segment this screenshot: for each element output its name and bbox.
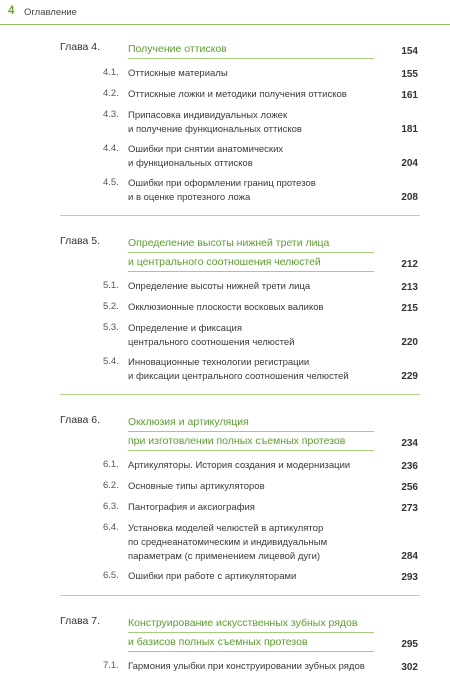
chapter-title[interactable]	[128, 40, 418, 59]
toc-chapter	[0, 413, 450, 596]
toc-entry[interactable]	[0, 356, 450, 384]
chapter-entries	[0, 67, 450, 205]
entry-page-number: 273	[401, 503, 418, 514]
chapter-heading	[0, 614, 450, 652]
entry-title-line: Гармония улыбки при конструировании зубных рядов	[128, 661, 365, 672]
entry-title-line: Установка моделей челюстей в артикулятор	[128, 523, 324, 534]
entry-number: 5.3.	[103, 322, 119, 333]
toc-entry[interactable]	[0, 660, 450, 675]
chapter-page-number: 212	[401, 259, 418, 270]
chapter-title-line: Конструирование искусственных зубных рядов	[128, 614, 374, 633]
entry-title	[128, 322, 374, 350]
entry-title-line: Ошибки при снятии анатомических	[128, 144, 284, 155]
entry-page-number: 155	[401, 69, 418, 80]
toc-entry[interactable]	[0, 301, 450, 316]
entry-number: 5.4.	[103, 356, 119, 367]
entry-page-number: 293	[401, 572, 418, 583]
entry-title	[128, 143, 374, 171]
chapter-title-line: при изготовлении полных съемных протезов	[128, 432, 374, 451]
toc-chapter	[0, 614, 450, 675]
entry-title	[128, 501, 374, 515]
entry-number: 4.1.	[103, 67, 119, 78]
chapter-title-line: Окклюзия и артикуляция	[128, 413, 374, 432]
chapter-label: Глава 4.	[60, 41, 101, 53]
chapter-page-number: 295	[401, 639, 418, 650]
toc-entry[interactable]	[0, 67, 450, 82]
entry-page-number: 208	[401, 192, 418, 203]
entry-title	[128, 301, 374, 315]
chapter-entries	[0, 660, 450, 675]
entry-number: 4.4.	[103, 143, 119, 154]
toc-entry[interactable]	[0, 480, 450, 495]
toc-entry[interactable]	[0, 459, 450, 474]
entry-number: 6.2.	[103, 480, 119, 491]
toc-entry[interactable]	[0, 109, 450, 137]
toc-entry[interactable]	[0, 522, 450, 564]
entry-title-line: Оттискные материалы	[128, 68, 228, 79]
entry-page-number: 161	[401, 90, 418, 101]
entry-title	[128, 177, 374, 205]
entry-title	[128, 280, 374, 294]
toc-entry[interactable]	[0, 280, 450, 295]
entry-page-number: 181	[401, 124, 418, 135]
entry-title	[128, 570, 374, 584]
chapter-title[interactable]	[128, 614, 418, 652]
entry-page-number: 204	[401, 158, 418, 169]
entry-title	[128, 109, 374, 137]
page-header	[0, 0, 450, 24]
toc-chapter	[0, 40, 450, 216]
entry-title-line: Ошибки при работе с артикуляторами	[128, 571, 297, 582]
entry-title-line: Пантография и аксиография	[128, 502, 255, 513]
toc-entry[interactable]	[0, 322, 450, 350]
chapter-divider	[60, 394, 420, 395]
chapter-title[interactable]	[128, 413, 418, 451]
chapter-title-line: Определение высоты нижней трети лица	[128, 234, 374, 253]
toc-entry[interactable]	[0, 501, 450, 516]
entry-number: 7.1.	[103, 660, 119, 671]
entry-page-number: 215	[401, 303, 418, 314]
toc-entry[interactable]	[0, 177, 450, 205]
chapter-title-line: и центрального соотношения челюстей	[128, 253, 374, 272]
entry-page-number: 284	[401, 551, 418, 562]
entry-number: 6.1.	[103, 459, 119, 470]
header-rule	[0, 24, 450, 25]
chapter-entries	[0, 280, 450, 384]
toc-chapter	[0, 234, 450, 395]
entry-title	[128, 459, 374, 473]
entry-title-line: Определение и фиксация	[128, 323, 242, 334]
entry-title-line: Припасовка индивидуальных ложек	[128, 110, 288, 121]
entry-number: 6.3.	[103, 501, 119, 512]
chapter-heading	[0, 40, 450, 59]
toc-entry[interactable]	[0, 570, 450, 585]
entry-number: 4.5.	[103, 177, 119, 188]
chapter-entries	[0, 459, 450, 585]
toc-entry[interactable]	[0, 88, 450, 103]
chapter-label: Глава 7.	[60, 615, 101, 627]
entry-title-line: Инновационные технологии регистрации	[128, 357, 310, 368]
entry-title	[128, 67, 374, 81]
chapter-title-line: Получение оттисков	[128, 40, 374, 59]
entry-title-line: параметрам (с применением лицевой дуги)	[128, 551, 321, 562]
entry-title	[128, 522, 374, 564]
running-title: Оглавление	[24, 7, 77, 18]
chapter-label: Глава 5.	[60, 235, 101, 247]
entry-number: 6.5.	[103, 570, 119, 581]
chapter-heading	[0, 234, 450, 272]
entry-title-line: центрального соотношения челюстей	[128, 337, 295, 348]
chapter-label: Глава 6.	[60, 414, 101, 426]
entry-page-number: 236	[401, 461, 418, 472]
entry-title-line: Оттискные ложки и методики получения оттисков	[128, 89, 347, 100]
entry-number: 6.4.	[103, 522, 119, 533]
entry-page-number: 302	[401, 662, 418, 673]
chapter-title-line: и базисов полных съемных протезов	[128, 633, 374, 652]
entry-title	[128, 356, 374, 384]
table-of-contents	[0, 40, 450, 681]
entry-number: 5.1.	[103, 280, 119, 291]
page-number: 4	[8, 5, 15, 17]
entry-number: 5.2.	[103, 301, 119, 312]
entry-number: 4.3.	[103, 109, 119, 120]
entry-page-number: 256	[401, 482, 418, 493]
entry-title	[128, 480, 374, 494]
entry-title-line: Окклюзионные плоскости восковых валиков	[128, 302, 324, 313]
entry-number: 4.2.	[103, 88, 119, 99]
entry-title-line: и в оценке протезного ложа	[128, 192, 251, 203]
entry-page-number: 213	[401, 282, 418, 293]
entry-title-line: Определение высоты нижней трети лица	[128, 281, 311, 292]
entry-title	[128, 88, 374, 102]
entry-title-line: и фиксации центрального соотношения челюстей	[128, 371, 349, 382]
chapter-heading	[0, 413, 450, 451]
entry-title-line: Основные типы артикуляторов	[128, 481, 265, 492]
entry-page-number: 229	[401, 371, 418, 382]
chapter-divider	[60, 595, 420, 596]
toc-entry[interactable]	[0, 143, 450, 171]
chapter-page-number: 234	[401, 438, 418, 449]
entry-title-line: и получение функциональных оттисков	[128, 124, 302, 135]
entry-title	[128, 660, 374, 674]
chapter-page-number: 154	[401, 46, 418, 57]
entry-title-line: по среднеанатомическим и индивидуальным	[128, 537, 328, 548]
entry-title-line: Артикуляторы. История создания и модернизации	[128, 460, 351, 471]
chapter-divider	[60, 215, 420, 216]
entry-title-line: и функциональных оттисков	[128, 158, 253, 169]
chapter-title[interactable]	[128, 234, 418, 272]
entry-page-number: 220	[401, 337, 418, 348]
entry-title-line: Ошибки при оформлении границ протезов	[128, 178, 316, 189]
